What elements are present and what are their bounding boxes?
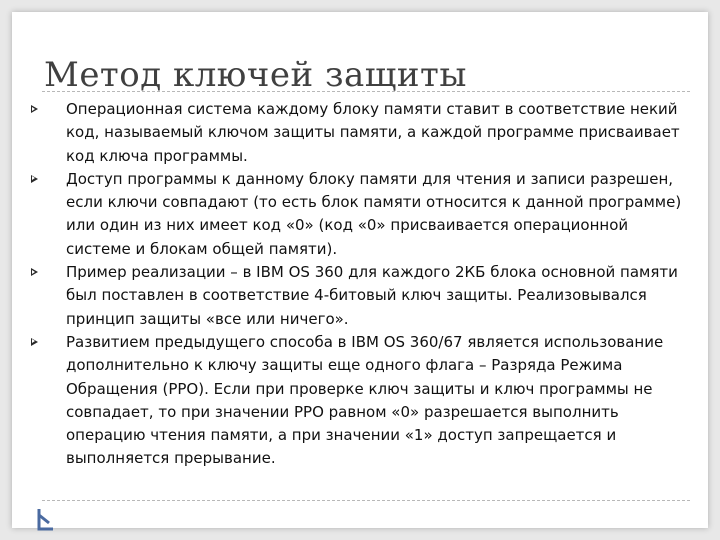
bullet-text: Пример реализации – в IBM OS 360 для каждого 2КБ блока основной памяти был поставлен в соответствие 4-битовый ключ защиты. Реализовывался принцип защиты «все или ничего». xyxy=(66,263,678,328)
slide-title: Метод ключей защиты xyxy=(44,55,467,95)
bullet-item xyxy=(30,98,696,168)
bullet-item xyxy=(30,168,696,261)
bullet-text: Операционная система каждому блоку памяти ставит в соответствие некий код, называемый ключом защиты памяти, а каждой программе присваивает код ключа программы. xyxy=(66,100,680,165)
bullet-list xyxy=(30,98,696,471)
chevron-corner-icon xyxy=(36,506,56,532)
bullet-item xyxy=(30,331,696,471)
triangle-arrow-icon xyxy=(31,338,38,346)
footer-divider xyxy=(42,500,690,501)
bullet-text: Развитием предыдущего способа в IBM OS 360/67 является использование дополнительно к ключу защиты еще одного флага – Разряда Режима Обращения (РРО). Если при проверке ключ защиты и ключ программы не совпадает, то при значении РРО равном «0» разрешается выполнить операцию чтения памяти, а при значении «1» доступ запрещается и выполняется прерывание. xyxy=(66,332,664,468)
bullet-item xyxy=(30,261,696,331)
triangle-arrow-icon xyxy=(31,105,38,113)
triangle-arrow-icon xyxy=(31,175,38,183)
triangle-arrow-icon xyxy=(31,268,38,276)
slide xyxy=(12,12,708,528)
title-divider xyxy=(42,91,690,92)
bullet-text: Доступ программы к данному блоку памяти для чтения и записи разрешен, если ключи совпадают (то есть блок памяти относится к данной программе) или один из них имеет код «0» (код «0» присваивается операционной системе и блокам общей памяти). xyxy=(66,169,682,258)
